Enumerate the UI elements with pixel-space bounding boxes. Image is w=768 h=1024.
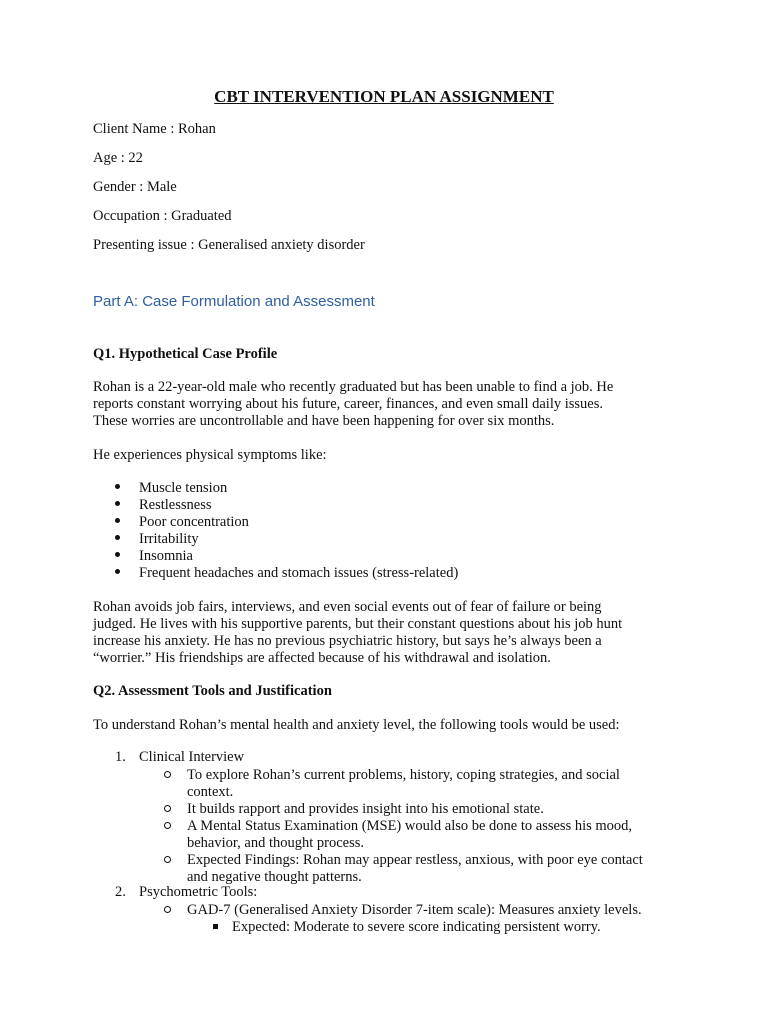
bullet-icon (115, 569, 120, 574)
q2-heading: Q2. Assessment Tools and Justification (93, 683, 332, 699)
paragraph-line: These worries are uncontrollable and have been happening for over six months. (93, 413, 555, 429)
q1-paragraph-1 (93, 379, 693, 430)
item-1-number: 1. (115, 749, 126, 765)
occupation-field: Occupation : Graduated (93, 208, 232, 224)
paragraph-line: judged. He lives with his supportive parents, but their constant questions about his job hunt (93, 616, 623, 632)
square-bullet-icon (213, 924, 218, 929)
paragraph-line: Rohan is a 22-year-old male who recently graduated but has been unable to find a job. He (93, 379, 614, 395)
part-a-heading: Part A: Case Formulation and Assessment (93, 293, 375, 310)
paragraph-line: increase his anxiety. He has no previous psychiatric history, but says he’s always been a (93, 633, 602, 649)
item-2-subsub (232, 919, 601, 936)
item-1-sub-1 (187, 767, 620, 801)
age-field: Age : 22 (93, 150, 143, 166)
sub-line: and negative thought patterns. (187, 869, 362, 885)
sub-line: A Mental Status Examination (MSE) would also be done to assess his mood, (187, 818, 633, 834)
paragraph-line: Rohan avoids job fairs, interviews, and even social events out of fear of failure or being (93, 599, 602, 615)
circle-bullet-icon (164, 805, 171, 812)
q1-paragraph-2: He experiences physical symptoms like: (93, 447, 327, 463)
item-2-sub (187, 902, 642, 919)
item-2-number: 2. (115, 884, 126, 900)
q2-intro: To understand Rohan’s mental health and anxiety level, the following tools would be used: (93, 717, 620, 733)
sub-line: context. (187, 784, 234, 800)
q1-paragraph-3 (93, 599, 693, 667)
bullet-icon (115, 518, 120, 523)
bullet-icon (115, 484, 120, 489)
bullet-icon (115, 535, 120, 540)
circle-bullet-icon (164, 856, 171, 863)
sub-line: It builds rapport and provides insight into his emotional state. (187, 801, 544, 817)
bullet-icon (115, 552, 120, 557)
item-1-sub-2 (187, 801, 544, 818)
sub-line: Expected: Moderate to severe score indicating persistent worry. (232, 919, 601, 935)
item-1-sub-3 (187, 818, 632, 852)
item-2-label: Psychometric Tools: (139, 884, 258, 900)
sub-line: To explore Rohan’s current problems, history, coping strategies, and social (187, 767, 620, 783)
sub-line: GAD-7 (Generalised Anxiety Disorder 7-item scale): Measures anxiety levels. (187, 902, 642, 918)
gender-field: Gender : Male (93, 179, 177, 195)
item-1-sub-4 (187, 852, 643, 886)
circle-bullet-icon (164, 822, 171, 829)
client-name-field: Client Name : Rohan (93, 121, 216, 137)
bullet-icon (115, 501, 120, 506)
paragraph-line: “worrier.” His friendships are affected because of his withdrawal and isolation. (93, 650, 551, 666)
document-title: CBT INTERVENTION PLAN ASSIGNMENT (214, 87, 554, 106)
presenting-issue-field: Presenting issue : Generalised anxiety disorder (93, 237, 365, 253)
q1-heading: Q1. Hypothetical Case Profile (93, 346, 278, 362)
circle-bullet-icon (164, 771, 171, 778)
sub-line: behavior, and thought process. (187, 835, 365, 851)
sub-line: Expected Findings: Rohan may appear restless, anxious, with poor eye contact (187, 852, 643, 868)
paragraph-line: reports constant worrying about his future, career, finances, and even small daily issues. (93, 396, 603, 412)
item-1-label: Clinical Interview (139, 749, 245, 765)
circle-bullet-icon (164, 906, 171, 913)
document-page: CBT INTERVENTION PLAN ASSIGNMENT Client Name : Rohan Age : 22 Gender : Male Occupation : Graduated Presenting issue : Generalised anxiety disorder Part A: Case Formulation and Assessment Q1. Hypothetical Case Profile Rohan is a 22-year-old male who recently graduated but has been unable to find a job. He reports constant worrying about his future, career, finances, and even small daily issues. These worries are uncontrollable and have been happening for over six months. He experiences physical symptoms like: Muscle tension Restlessness Poor concentration Irritability Insomnia Frequent headaches and stomach issues (stress-related) Rohan avoids job fairs, interviews, and even social events out of fear of failure or being judged. He lives with his supportive parents, but their constant questions about his job hunt increase his anxiety. He has no previous psychiatric history, but says he’s always been a “worrier.” His friendships are affected because of his withdrawal and isolation. Q2. Assessment Tools and Justification To understand Rohan’s mental health and anxiety level, the following tools would be used: 1. Clinical Interview To explore Rohan’s current problems, history, coping strategies, and social context. It builds rapport and provides insight into his emotional state. A Mental Status Examination (MSE) would also be done to assess his mood, behavior, and thought process. Expected Findings: Rohan may appear restless, anxious, with poor eye contact and negative thought patterns. 2. Psychometric Tools: GAD-7 (Generalised Anxiety Disorder 7-item scale): Measures anxiety levels. Expected: Moderate to severe score indicating persistent worry. (0, 0, 768, 1024)
